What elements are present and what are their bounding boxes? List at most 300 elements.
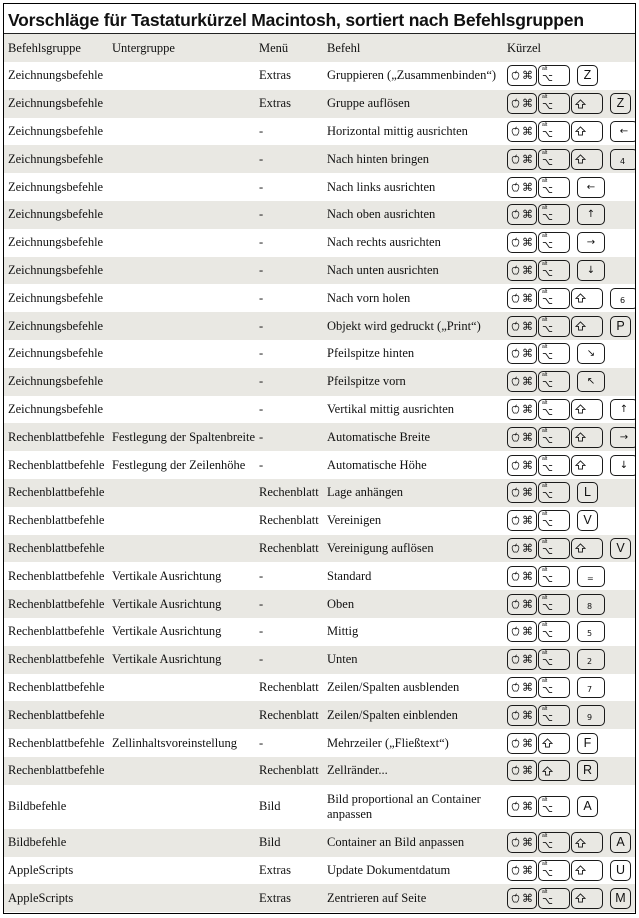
cell-shortcut — [502, 621, 635, 642]
cell-command: Pfeilspitze vorn — [327, 374, 406, 389]
command-icon: ⌘ — [522, 236, 533, 250]
apple-icon — [511, 154, 520, 165]
apple-icon — [511, 293, 520, 304]
table-row — [4, 618, 635, 646]
cell-menu: Rechenblatt — [259, 763, 319, 778]
cell-group: Rechenblattbefehle — [8, 763, 105, 778]
option-icon — [542, 464, 553, 472]
option-key — [538, 677, 570, 698]
letter-key-A: A — [577, 796, 598, 817]
cell-command: Zentrieren auf Seite — [327, 890, 427, 905]
command-icon: ⌘ — [522, 764, 533, 778]
command-key — [507, 649, 537, 670]
command-icon: ⌘ — [522, 736, 533, 750]
page-title: Vorschläge für Tastaturkürzel Macintosh, sortiert nach Befehlsgruppen — [4, 4, 635, 34]
apple-icon — [511, 571, 520, 582]
cell-group: Rechenblattbefehle — [8, 624, 105, 639]
apple-icon — [511, 487, 520, 498]
numpad-key-=: = — [577, 566, 605, 587]
table-row — [4, 507, 635, 535]
command-key — [507, 677, 537, 698]
command-key — [507, 316, 537, 337]
command-icon: ⌘ — [522, 152, 533, 166]
cell-shortcut — [502, 399, 636, 420]
cell-shortcut — [502, 649, 635, 670]
option-key — [538, 832, 570, 853]
arrow-key: ↓ — [610, 455, 636, 476]
table-row — [4, 284, 635, 312]
cell-command: Nach hinten bringen — [327, 151, 430, 166]
command-icon: ⌘ — [522, 708, 533, 722]
numpad-key-6: 6 — [610, 288, 636, 309]
apple-icon — [511, 237, 520, 248]
cell-group: Zeichnungsbefehle — [8, 123, 104, 138]
alt-key-label: alt — [542, 797, 548, 804]
cell-command: Standard — [327, 568, 372, 583]
apple-icon — [511, 801, 520, 812]
command-icon: ⌘ — [522, 97, 533, 111]
table-row — [4, 829, 635, 857]
shift-icon — [575, 865, 586, 875]
shift-icon — [575, 432, 586, 442]
table-row — [4, 173, 635, 201]
cell-shortcut — [502, 455, 636, 476]
cell-menu: - — [259, 596, 264, 611]
option-key — [538, 888, 570, 909]
cell-group: Rechenblattbefehle — [8, 568, 105, 583]
option-key — [538, 594, 570, 615]
column-header-befehlsgruppe: Befehlsgruppe — [8, 40, 81, 55]
option-icon — [542, 841, 553, 849]
shift-key — [571, 860, 603, 881]
option-key — [538, 371, 570, 392]
letter-key-Z: Z — [577, 65, 598, 86]
option-key — [538, 860, 570, 881]
cell-group: Zeichnungsbefehle — [8, 151, 104, 166]
alt-key-label: alt — [542, 705, 548, 712]
cell-menu: Extras — [259, 862, 291, 877]
cell-group: Rechenblattbefehle — [8, 679, 105, 694]
cell-group: Rechenblattbefehle — [8, 485, 105, 500]
table-row — [4, 340, 635, 368]
command-key — [507, 594, 537, 615]
cell-group: Rechenblattbefehle — [8, 457, 105, 472]
table-body — [4, 62, 635, 912]
apple-icon — [511, 682, 520, 693]
cell-shortcut — [502, 177, 635, 198]
column-header-kuerzel: Kürzel — [507, 40, 542, 55]
shift-key — [571, 427, 603, 448]
numpad-key-7: 7 — [577, 677, 605, 698]
cell-menu: Rechenblatt — [259, 679, 319, 694]
option-key — [538, 482, 570, 503]
option-icon — [542, 603, 553, 611]
cell-command: Oben — [327, 596, 355, 611]
table-row — [4, 257, 635, 285]
shift-key — [571, 316, 603, 337]
cell-shortcut — [502, 860, 635, 881]
apple-icon — [511, 460, 520, 471]
table-row — [4, 90, 635, 118]
alt-key-label: alt — [542, 344, 548, 351]
shift-icon — [542, 766, 553, 776]
table-row — [4, 145, 635, 173]
command-key — [507, 860, 537, 881]
cell-command: Nach unten ausrichten — [327, 262, 439, 277]
apple-icon — [511, 837, 520, 848]
cell-shortcut — [502, 121, 636, 142]
alt-key-label: alt — [542, 233, 548, 240]
apple-icon — [511, 376, 520, 387]
option-icon — [542, 325, 553, 333]
apple-icon — [511, 765, 520, 776]
cell-menu: - — [259, 151, 264, 166]
option-icon — [542, 130, 553, 138]
apple-icon — [511, 626, 520, 637]
cell-menu: - — [259, 123, 264, 138]
table-row — [4, 229, 635, 257]
apple-icon — [511, 865, 520, 876]
command-key — [507, 65, 537, 86]
table-row — [4, 201, 635, 229]
cell-command: Zellränder... — [327, 763, 388, 778]
alt-key-label: alt — [542, 833, 548, 840]
cell-menu: Rechenblatt — [259, 540, 319, 555]
option-key — [538, 538, 570, 559]
shift-icon — [542, 738, 553, 748]
cell-group: Zeichnungsbefehle — [8, 68, 104, 83]
cell-subgroup: Vertikale Ausrichtung — [112, 568, 222, 583]
shift-icon — [575, 99, 586, 109]
command-key — [507, 149, 537, 170]
cell-menu: Bild — [259, 799, 281, 814]
option-icon — [542, 805, 553, 813]
table-row — [4, 423, 635, 451]
command-key — [507, 482, 537, 503]
alt-key-label: alt — [542, 427, 548, 434]
apple-icon — [511, 321, 520, 332]
cell-subgroup: Festlegung der Zeilenhöhe — [112, 457, 246, 472]
cell-group: Zeichnungsbefehle — [8, 207, 104, 222]
cell-menu: - — [259, 401, 264, 416]
apple-icon — [511, 893, 520, 904]
arrow-key: ↑ — [577, 204, 605, 225]
apple-icon — [511, 654, 520, 665]
table-row — [4, 62, 635, 90]
cell-group: Zeichnungsbefehle — [8, 96, 104, 111]
option-key — [538, 93, 570, 114]
option-key — [538, 649, 570, 670]
cell-command: Zeilen/Spalten einblenden — [327, 707, 458, 722]
option-icon — [542, 547, 553, 555]
command-icon: ⌘ — [522, 208, 533, 222]
command-icon: ⌘ — [522, 800, 533, 814]
cell-group: Zeichnungsbefehle — [8, 346, 104, 361]
option-icon — [542, 714, 553, 722]
cell-shortcut — [502, 538, 635, 559]
shift-key — [571, 288, 603, 309]
arrow-key: ← — [610, 121, 636, 142]
command-icon: ⌘ — [522, 541, 533, 555]
command-icon: ⌘ — [522, 891, 533, 905]
alt-key-label: alt — [542, 538, 548, 545]
cell-subgroup: Vertikale Ausrichtung — [112, 596, 222, 611]
cell-menu: Extras — [259, 68, 291, 83]
option-icon — [542, 269, 553, 277]
cell-group: Rechenblattbefehle — [8, 429, 105, 444]
option-icon — [542, 686, 553, 694]
cell-shortcut — [502, 93, 635, 114]
cell-group: Rechenblattbefehle — [8, 540, 105, 555]
cell-command: Horizontal mittig ausrichten — [327, 123, 468, 138]
shift-icon — [575, 404, 586, 414]
cell-command: Mehrzeiler („Fließtext“) — [327, 735, 449, 750]
cell-command: Nach rechts ausrichten — [327, 235, 441, 250]
cell-shortcut — [502, 204, 635, 225]
cell-command: Gruppe auflösen — [327, 96, 410, 111]
table-row — [4, 479, 635, 507]
apple-icon — [511, 710, 520, 721]
cell-shortcut — [502, 343, 635, 364]
cell-group: Zeichnungsbefehle — [8, 318, 104, 333]
option-icon — [542, 297, 553, 305]
numpad-key-4: 4 — [610, 149, 636, 170]
shift-key — [571, 399, 603, 420]
cell-group: AppleScripts — [8, 862, 74, 877]
table-row — [4, 785, 635, 829]
command-key — [507, 705, 537, 726]
apple-icon — [511, 738, 520, 749]
cell-menu: - — [259, 318, 264, 333]
command-icon: ⌘ — [522, 625, 533, 639]
cell-menu: Rechenblatt — [259, 485, 319, 500]
cell-group: Zeichnungsbefehle — [8, 290, 104, 305]
cell-command: Container an Bild anpassen — [327, 835, 465, 850]
alt-key-label: alt — [542, 455, 548, 462]
shift-key — [571, 121, 603, 142]
table-row — [4, 857, 635, 885]
command-icon: ⌘ — [522, 458, 533, 472]
cell-menu: - — [259, 262, 264, 277]
option-icon — [542, 408, 553, 416]
cell-group: Rechenblattbefehle — [8, 596, 105, 611]
alt-key-label: alt — [542, 622, 548, 629]
option-icon — [542, 74, 553, 82]
shift-icon — [575, 460, 586, 470]
cell-group: Rechenblattbefehle — [8, 513, 105, 528]
table-row — [4, 451, 635, 479]
cell-command: Vertikal mittig ausrichten — [327, 401, 455, 416]
cell-group: Rechenblattbefehle — [8, 652, 105, 667]
option-icon — [542, 630, 553, 638]
cell-command: Automatische Höhe — [327, 457, 427, 472]
cell-group: Zeichnungsbefehle — [8, 179, 104, 194]
table-row — [4, 757, 635, 785]
cell-menu: - — [259, 290, 264, 305]
letter-key-L: L — [577, 482, 598, 503]
table-row — [4, 590, 635, 618]
alt-key-label: alt — [542, 650, 548, 657]
shift-key — [571, 149, 603, 170]
letter-key-Z: Z — [610, 93, 631, 114]
cell-group: Zeichnungsbefehle — [8, 401, 104, 416]
cell-command: Update Dokumentdatum — [327, 862, 451, 877]
cell-menu: - — [259, 652, 264, 667]
cell-shortcut — [502, 371, 635, 392]
option-icon — [542, 519, 553, 527]
apple-icon — [511, 209, 520, 220]
option-key — [538, 796, 570, 817]
alt-key-label: alt — [542, 260, 548, 267]
cell-shortcut — [502, 427, 636, 448]
arrow-key: ↘ — [577, 343, 605, 364]
command-icon: ⌘ — [522, 180, 533, 194]
letter-key-V: V — [610, 538, 631, 559]
alt-key-label: alt — [542, 888, 548, 895]
alt-key-label: alt — [542, 316, 548, 323]
option-icon — [542, 102, 553, 110]
command-icon: ⌘ — [522, 486, 533, 500]
cell-menu: - — [259, 179, 264, 194]
option-key — [538, 149, 570, 170]
option-icon — [542, 869, 553, 877]
alt-key-label: alt — [542, 677, 548, 684]
apple-icon — [511, 515, 520, 526]
shift-key — [571, 93, 603, 114]
table-row — [4, 312, 635, 340]
cell-shortcut — [502, 677, 635, 698]
command-icon: ⌘ — [522, 680, 533, 694]
command-icon: ⌘ — [522, 375, 533, 389]
option-icon — [542, 352, 553, 360]
command-icon: ⌘ — [522, 291, 533, 305]
shift-key — [538, 733, 570, 754]
command-icon: ⌘ — [522, 263, 533, 277]
cell-menu: - — [259, 207, 264, 222]
column-header-untergruppe: Untergruppe — [112, 40, 175, 55]
cell-menu: - — [259, 346, 264, 361]
option-key — [538, 705, 570, 726]
option-icon — [542, 380, 553, 388]
command-icon: ⌘ — [522, 69, 533, 83]
apple-icon — [511, 182, 520, 193]
command-key — [507, 888, 537, 909]
apple-icon — [511, 432, 520, 443]
command-key — [507, 455, 537, 476]
command-icon: ⌘ — [522, 514, 533, 528]
command-key — [507, 566, 537, 587]
cell-shortcut — [502, 705, 635, 726]
command-key — [507, 121, 537, 142]
arrow-key: → — [610, 427, 636, 448]
option-key — [538, 65, 570, 86]
cell-shortcut — [502, 482, 635, 503]
option-key — [538, 121, 570, 142]
command-key — [507, 93, 537, 114]
option-icon — [542, 436, 553, 444]
cell-shortcut — [502, 149, 636, 170]
cell-menu: - — [259, 374, 264, 389]
option-key — [538, 455, 570, 476]
command-key — [507, 288, 537, 309]
arrow-key: → — [577, 232, 605, 253]
shift-key — [538, 760, 570, 781]
alt-key-label: alt — [542, 483, 548, 490]
numpad-key-5: 5 — [577, 621, 605, 642]
alt-key-label: alt — [542, 121, 548, 128]
command-key — [507, 260, 537, 281]
apple-icon — [511, 404, 520, 415]
cell-command: Unten — [327, 652, 358, 667]
command-icon: ⌘ — [522, 430, 533, 444]
cell-shortcut — [502, 260, 635, 281]
cell-menu: Extras — [259, 96, 291, 111]
cell-group: Rechenblattbefehle — [8, 707, 105, 722]
alt-key-label: alt — [542, 149, 548, 156]
cell-command: Gruppieren („Zusammenbinden“) — [327, 68, 497, 83]
numpad-key-9: 9 — [577, 705, 605, 726]
cell-menu: - — [259, 429, 264, 444]
command-key — [507, 371, 537, 392]
command-icon: ⌘ — [522, 402, 533, 416]
letter-key-F: F — [577, 733, 598, 754]
shift-icon — [575, 293, 586, 303]
option-icon — [542, 491, 553, 499]
cell-command: Lage anhängen — [327, 485, 404, 500]
command-key — [507, 343, 537, 364]
numpad-key-8: 8 — [577, 594, 605, 615]
command-icon: ⌘ — [522, 836, 533, 850]
cell-command: Bild proportional an Container anpassen — [327, 791, 481, 821]
cell-command: Mittig — [327, 624, 359, 639]
cell-shortcut — [502, 316, 635, 337]
shift-icon — [575, 126, 586, 136]
command-key — [507, 510, 537, 531]
cell-group: Bildbefehle — [8, 799, 67, 814]
cell-command: Objekt wird gedruckt („Print“) — [327, 318, 481, 333]
command-key — [507, 177, 537, 198]
letter-key-M: M — [610, 888, 631, 909]
cell-subgroup: Vertikale Ausrichtung — [112, 652, 222, 667]
command-key — [507, 204, 537, 225]
cell-menu: - — [259, 735, 264, 750]
apple-icon — [511, 348, 520, 359]
apple-icon — [511, 543, 520, 554]
column-header-menu: Menü — [259, 40, 289, 55]
command-key — [507, 427, 537, 448]
shift-key — [571, 832, 603, 853]
cell-menu: Rechenblatt — [259, 513, 319, 528]
shift-icon — [575, 893, 586, 903]
table-row — [4, 368, 635, 396]
cell-menu: - — [259, 624, 264, 639]
table-row — [4, 535, 635, 563]
command-key — [507, 232, 537, 253]
shift-key — [571, 888, 603, 909]
option-key — [538, 288, 570, 309]
cell-shortcut — [502, 594, 635, 615]
table-header — [4, 34, 635, 62]
cell-shortcut — [502, 232, 635, 253]
table-row — [4, 729, 635, 757]
alt-key-label: alt — [542, 399, 548, 406]
option-key — [538, 343, 570, 364]
column-header-befehl: Befehl — [327, 40, 361, 55]
cell-command: Vereinigung auflösen — [327, 540, 434, 555]
table-row — [4, 701, 635, 729]
cell-shortcut — [502, 760, 635, 781]
arrow-key: ← — [577, 177, 605, 198]
